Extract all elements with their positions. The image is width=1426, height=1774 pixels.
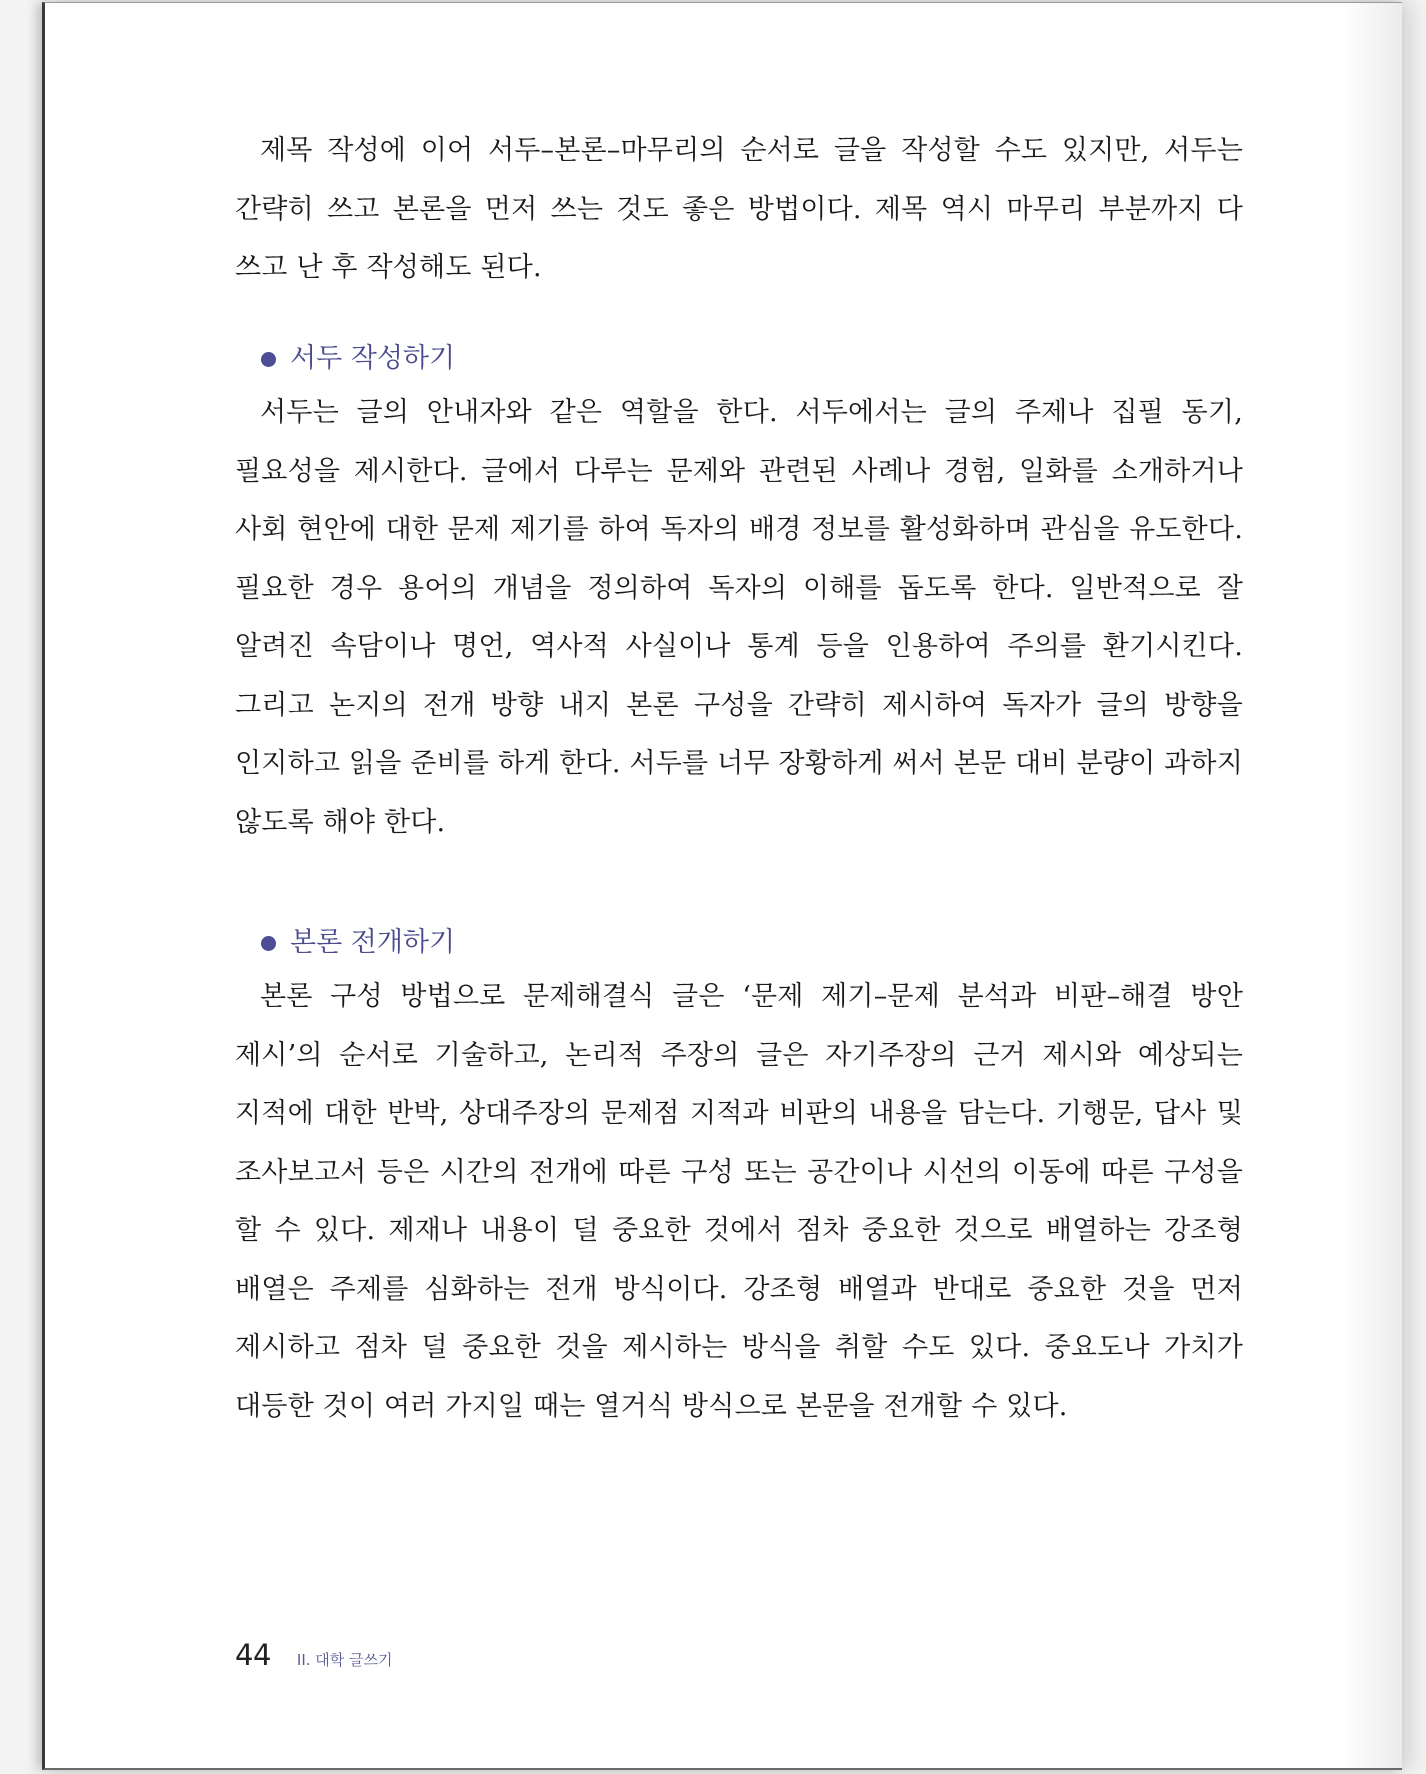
document-page (42, 2, 1402, 1770)
section-body-main: 본론 구성 방법으로 문제해결식 글은 ‘문제 제기–문제 분석과 비판–해결 방안 제시’의 순서로 기술하고, 논리적 주장의 글은 자기주장의 근거 제시와 예상되는 지적에 대한 반박, 상대주장의 문제점 지적과 비판의 내용을 담는다. 기행문, 답사 및 조사보고서 등은 시간의 전개에 따른 구성 또는 공간이나 시선의 이동에 따른 구성을 할 수 있다. 제재나 내용이 덜 중요한 것에서 점차 중요한 것으로 배열하는 강조형 배열은 주제를 심화하는 전개 방식이다. 강조형 배열과 반대로 중요한 것을 먼저 제시하고 점차 덜 중요한 것을 제시하는 방식을 취할 수도 있다. 중요도나 가치가 대등한 것이 여러 가지일 때는 열거식 방식으로 본문을 전개할 수 있다. (235, 981, 1243, 1422)
section-heading-label: 서두 작성하기 (290, 343, 456, 374)
running-head: II. 대학 글쓰기 (296, 1651, 393, 1669)
section-heading-label: 본론 전개하기 (290, 927, 456, 958)
page-footer (235, 1638, 393, 1672)
section-heading-intro (261, 339, 455, 379)
section-heading-main (261, 923, 455, 963)
intro-paragraph: 제목 작성에 이어 서두–본론–마무리의 순서로 글을 작성할 수도 있지만, 서두는 간략히 쓰고 본론을 먼저 쓰는 것도 좋은 방법이다. 제목 역시 마무리 부분까지 다 쓰고 난 후 작성해도 된다. (235, 135, 1243, 283)
section-body-intro: 서두는 글의 안내자와 같은 역할을 한다. 서두에서는 글의 주제나 집필 동기, 필요성을 제시한다. 글에서 다루는 문제와 관련된 사례나 경험, 일화를 소개하거나 사회 현안에 대한 문제 제기를 하여 독자의 배경 정보를 활성화하며 관심을 유도한다. 필요한 경우 용어의 개념을 정의하여 독자의 이해를 돕도록 한다. 일반적으로 잘 알려진 속담이나 명언, 역사적 사실이나 통계 등을 인용하여 주의를 환기시킨다. 그리고 논지의 전개 방향 내지 본론 구성을 간략히 제시하여 독자가 글의 방향을 인지하고 읽을 준비를 하게 한다. 서두를 너무 장황하게 써서 본문 대비 분량이 과하지 않도록 해야 한다. (235, 397, 1243, 838)
bullet-icon (261, 352, 276, 367)
bullet-icon (261, 936, 276, 951)
page-number: 44 (235, 1638, 271, 1672)
